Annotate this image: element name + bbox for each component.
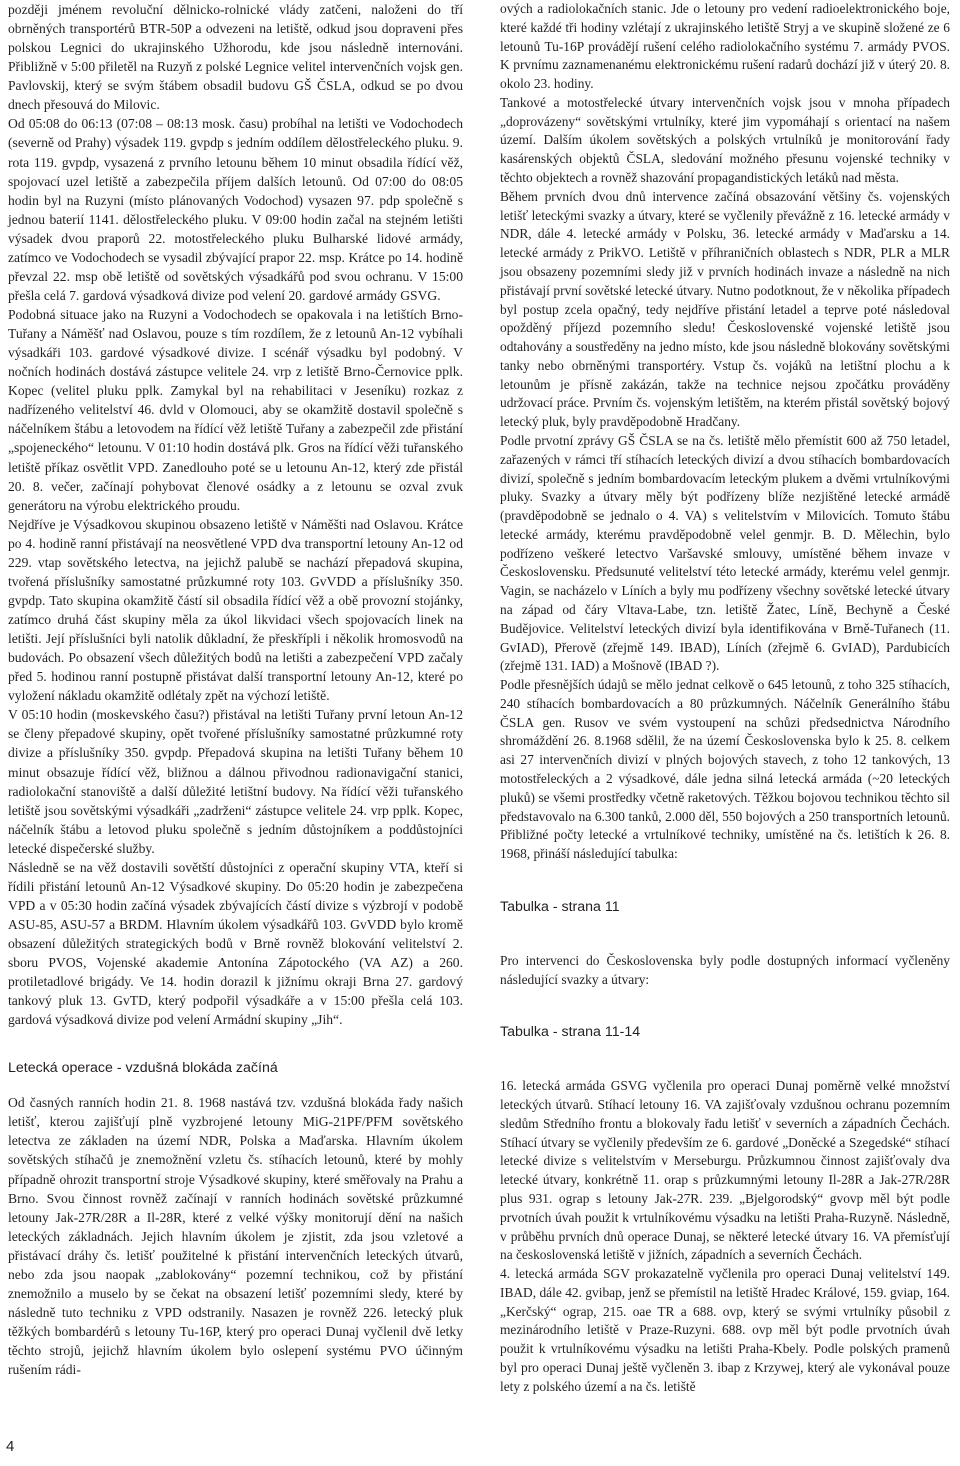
table-reference: Tabulka - strana 11-14 — [500, 1024, 641, 1041]
paragraph: Podobná situace jako na Ruzyni a Vodochodech se opakovala i na letištích Brno-Tuřany a Náměšť nad Oslavou, pouze s tím rozdílem, že z letounů An-12 vybíhali výsadkáři 103. gardové výsadkové divize. I scénář výsadku byl podobný. V nočních hodinách dostává zástupce velitele 24. vrp z letiště Brno-Černovice pplk. Kopec (velitel pluku pplk. Zamykal byl na rehabilitaci v Jeseníku) rozkaz z nadřízeného velitelství 46. dvld v Olomouci, aby se okamžitě dostavil společně s náčelníkem štábu a letovodem na řídící věž letiště Tuřany a zabezpečil zde přistání „spojeneckého“ letounu. V 01:10 hodin dostává plk. Gros na řídící věži tuřanského letiště příkaz osvětlit VPD. Zanedlouho poté se u letounu An-12, který zde přistál 20. 8. večer, začínají pohybovat členové osádky a z letounu se ozval zvuk generátoru na výrobu elektrického proudu. — [8, 307, 463, 513]
paragraph: V 05:10 hodin (moskevského času?) přistával na letišti Tuřany první letoun An-12 se členy přepadové skupiny, opět tvořené příslušníky samostatné průzkumné roty divize a příslušníky 350. gvpdp. Přepadová skupina na letišti Tuřany během 10 minut obsazuje řídící věž, bližnou a dálnou přivodnou radionavigační stanici, radiolokační stanoviště a další důležité letištní budovy. Na řídící věži tuřanského letiště jsou sovětskými výsadkáři „zadrženi“ zástupce velitele 24. vrp pplk. Kopec, náčelník štábu a letovod pluku společně s jedním důstojníkem a poddůstojníci letecké dispečerské služby. — [8, 707, 463, 856]
paragraph: Během prvních dvou dnů intervence začíná obsazování většiny čs. vojenských letišť leteckými svazky a útvary, které se vyčlenily převážně z 16. letecké armády v NDR, dále 4. letecké armády v Polsku, 36. letecké armády v Maďarsku a 14. letecké armády z PrikVO. Letiště v příhraničních oblastech s NDR, PLR a MLR jsou obsazeny pozemními sledy již v prvních hodinách invaze a následně na nich přistávají první sovětské letecké útvary. Nutno podotknout, že v několika případech byl postup zcela opačný, tedy nejdříve přistání letadel a teprve poté následoval opožděný příjezd pozemního sledu! Československé vojenské letiště jsou odtahovány a soustředěny na jedno místo, kde jsou následně blokovány sovětskými tanky nebo obrněnými transportéry. Vstup čs. vojáků na letištní plochu a k letounům je přísně zakázán, takže na technice nejsou zpočátku prováděny udržovací práce. Prvním čs. vojenským letištěm, na kterém přistál sovětský bojový letecký pluk, byly pravděpodobně Hradčany. — [500, 188, 950, 430]
paragraph: Tankové a motostřelecké útvary intervenčních vojsk jsou v mnoha případech „doprovázeny“ sovětskými vrtulníky, které jim vypomáhají s orientací na našem území. Dalším úkolem sovětských a polských vrtulníků je monitorování řady kasárenských objektů ČSLA, sledování možného přesunu vojenské techniky v těchto objektech a rovněž shazování propagandistických letáků nad města. — [500, 94, 950, 186]
section-heading: Letecká operace - vzdušná blokáda začíná — [8, 1060, 278, 1077]
table-reference: Tabulka - strana 11 — [500, 898, 620, 915]
left-column — [8, 0, 463, 1379]
paragraph: ových a radiolokačních stanic. Jde o letouny pro vedení radioelektronického boje, které každé tři hodiny vzlétají z ukrajinského letiště Stryj a ve skupině složené ze 6 letounů Tu-16P provádějí rušení celého radiolokačního systému 7. armády PVOS. K prvnímu zaznamenanému elektronickému rušení radarů dochází již v úterý 20. 8. okolo 23. hodiny. — [500, 1, 950, 92]
paragraph: Od 05:08 do 06:13 (07:08 – 08:13 mosk. času) probíhal na letišti ve Vodochodech (severně od Prahy) výsadek 119. gvpdp s jedním oddílem dělostřeleckého pluku. 9. rota 119. gvpdp, vysazená z prvního letounu během 10 minut obsadila řídící věž, spojovací uzel letiště a zabezpečila příjem dalších letounů. Od 07:00 do 08:05 hodin byl na Ruzyni (místo plánovaných Vodochod) vysazen 97. pdp společně s jednou baterií 1141. dělostřeleckého pluku. V 09:00 hodin začal na stejném letišti výsadek dvou praporů 22. motostřeleckého pluku Bulharské lidové armády, zatímco ve Vodochodech se vysadil zbývající prapor 22. msp. Krátce po 14. hodině převzal 22. msp obě letiště od sovětských výsadkářů pod svou ochranu. V 15:00 přešla celá 7. gardová výsadková divize pod velení 20. gardové armády GSVG. — [8, 116, 463, 303]
paragraph: později jménem revoluční dělnicko-rolnické vlády zatčeni, naloženi do tří obrněných transportérů BTR-50P a odvezeni na letiště, odkud jsou dopraveni přes polskou Legnici do ukrajinského Užhorodu, kde jsou následně internováni. Přibližně v 5:00 přiletěl na Ruzyň z polské Legnice velitel intervenčních vojsk gen. Pavlovskij, který se svým štábem obsadil budovu GŠ ČSLA, odkud se po dvou dnech přesouvá do Milovic. — [8, 2, 463, 113]
right-column — [500, 0, 950, 1397]
paragraph: Podle prvotní zprávy GŠ ČSLA se na čs. letiště mělo přemístit 600 až 750 letadel, zařazených v rámci tří stíhacích leteckých divizí a dvou stíhacích bombardovacích divizí, společně s jedním bombardovacím leteckým plukem a dvěmi vrtulníkovými pluky. Svazky a útvary měly být podřízeny blíže nezjištěné letecké armádě (pravděpodobně se jednalo o 4. VA) s velitelstvím v Milovicích. Tomuto štábu letecké armády, kterému pravděpodobně velel genmjr. B. D. Mělechin, bylo podřízeno veškeré letectvo Varšavské smlouvy, umístěné během invaze v Československu. Předsunuté velitelství této letecké armády, kterému velel genmjr. Vagin, se nacházelo v Líních a byly mu podřízeny všechny sovětské letecké útvary na západ od čáry Vltava-Labe, tzn. letiště Žatec, Líně, Bechyně a České Budějovice. Velitelství leteckých divizí byla identifikována v Brně-Tuřanech (11. GvIAD), Přerově (zřejmě 149. IBAD), Líních (zřejmě 6. GvIAD), Pardubicích (zřejmě 131. IAD) a Mošnově (IBAD ?). — [500, 432, 950, 674]
page-number: 4 — [6, 1438, 15, 1455]
paragraph: 4. letecká armáda SGV prokazatelně vyčlenila pro operaci Dunaj velitelství 149. IBAD, dále 42. gvibap, jenž se přemístil na letiště Hradec Králové, 159. gviap, 164. „Kerčský“ ograp, 215. oae TR a 688. ovp, který se svými vrtulníky působil z mezinárodního letiště v Praze-Ruzyni. 688. ovp měl být podle prvotních úvah použit k vrtulníkovému výsadku na letišti Praha-Kbely. Podle polských pramenů byl pro operaci Dunaj ještě vyčleněn 3. ibap z Krzywej, který ale vykonával pouze lety z polského území a na čs. letiště — [500, 1266, 950, 1394]
paragraph: Od časných ranních hodin 21. 8. 1968 nastává tzv. vzdušná blokáda řady našich letišť, kterou zajišťují plně vyzbrojené letouny MiG-21PF/PFM sovětského letectva ze základen na území NDR, Polska a Maďarska. Hlavním úkolem sovětských stíhačů je znemožnění vzletu čs. stíhacích letounů, které by mohly případně ohrozit transportní stroje Výsadkové skupiny, které směřovaly na Prahu a Brno. Svou činnost rovněž začínají v ranních hodinách sovětské průzkumné letouny Jak-27R/28R a Il-28R, které z velké výšky monitorují dění na našich leteckých základnách. Jejich hlavním úkolem je zjistit, zda jsou vzletové a přistávací dráhy čs. letišť použitelné k přistání intervenčních leteckých útvarů, nebo zda jsou naopak „zablokovány“ pozemní technikou, což by přistání znemožnilo a muselo by se čekat na obsazení letišť pozemními sledy, které by následně tuto techniku z VPD odstranily. Nasazen je rovněž 226. letecký pluk těžkých bombardérů s letouny Tu-16P, který pro operaci Dunaj vyčlenil dvě letky těchto strojů, jejichž hlavním úkolem bylo oslepení systému PVO účinným rušením rádi- — [8, 1095, 463, 1378]
paragraph: Pro intervenci do Československa byly podle dostupných informací vyčleněny následující svazky a útvary: — [500, 952, 950, 987]
paragraph: 16. letecká armáda GSVG vyčlenila pro operaci Dunaj poměrně velké množství leteckých útvarů. Stíhací letouny 16. VA zajišťovaly vzdušnou ochranu pozemním sledům Středního frontu a blokovaly řadu letišť v severních a západních Čechách. Stíhací útvary se vyčlenily především ze 6. gardové „Doněcké a Szegedské“ stíhací letecké divize s velitelstvím v Merseburgu. Průzkumnou činnost zajišťovaly dva letecké útvary, konkrétně 11. orap s průzkumnými letouny Il-28R a Jak-27R/28R plus 931. ograp s letouny Jak-27R. 239. „Bjelgorodský“ gvovp měl být podle prvotních úvah použit k vrtulníkovému výsadku na letišti Praha-Ruzyně. Následně, v průběhu prvních dnů operace Dunaj, se některé letecké útvary 16. VA přemísťují na československá letiště v jižních, západních a severních Čechách. — [500, 1078, 950, 1263]
paragraph: Podle přesnějších údajů se mělo jednat celkově o 645 letounů, z toho 325 stíhacích, 240 stíhacích bombardovacích a 80 průzkumných. Náčelník Generálního štábu ČSLA gen. Rusov ve svém vystoupení na schůzi předsednictva Národního shromáždění 26. 8.1968 sdělil, že na území Československa bylo k 25. 8. celkem asi 27 intervenčních divizí v plných bojových stavech, z toho 12 tankových, 13 motostřeleckých a 2 výsadkové, dále jedna silná letecká armáda (~20 leteckých pluků) se všemi prostředky včetně raketových. Těžkou bojovou technikou těchto sil představovalo na 6.300 tanků, 2.000 děl, 550 bojových a 250 transportních letounů. Přibližné počty letecké a vrtulníkové techniky, umístěné na čs. letištích k 26. 8. 1968, přináší následující tabulka: — [500, 677, 950, 862]
paragraph: Následně se na věž dostavili sovětští důstojníci z operační skupiny VTA, kteří si řídili přistání letounů An-12 Výsadkové skupiny. Do 05:20 hodin je zabezpečena VPD a v 05:30 hodin začíná výsadek zbývajících částí divize s výzbrojí v podobě ASU-85, ASU-57 a BRDM. Hlavním úkolem výsadkářů 103. GvVDD bylo kromě obsazení důležitých strategických bodů v Brně rovněž blokování velitelství 2. sboru PVOS, Vojenské akademie Antonína Zápotockého (VA AZ) a 260. protiletadlové brigády. Ve 14. hodin dorazil k jižnímu okraji Brna 27. gardový tankový pluk 13. GvTD, který podpořil výsadkáře a v 15:00 přešla celá 103. gardová výsadková divize pod velení Armádní skupiny „Jih“. — [8, 859, 463, 1028]
paragraph: Nejdříve je Výsadkovou skupinou obsazeno letiště v Náměšti nad Oslavou. Krátce po 4. hodině ranní přistávají na neosvětlené VPD dva transportní letouny An-12 od 229. vtap sovětského letectva, na jejichž palubě se nachází přepadová skupina, tvořená příslušníky samostatné průzkumné roty 103. GvVDD a příslušníky 350. gvpdp. Tato skupina okamžitě částí sil obsadila řídící věž a obě provozní stojánky, zatímco druhá část skupiny měla za úkol likvidaci všech spojovacích linek na letišti. Její příslušníci byli natolik důkladní, že přeskřípli i několik hromosvodů na budovách. Po obsazení všech důležitých bodů na letišti a zabezpečení VPD začaly před 5. hodinou ranní postupně přistávat další transportní letouny An-12, které po vyložení nákladu okamžitě odlétaly zpět na výchozí letiště. — [8, 516, 463, 704]
